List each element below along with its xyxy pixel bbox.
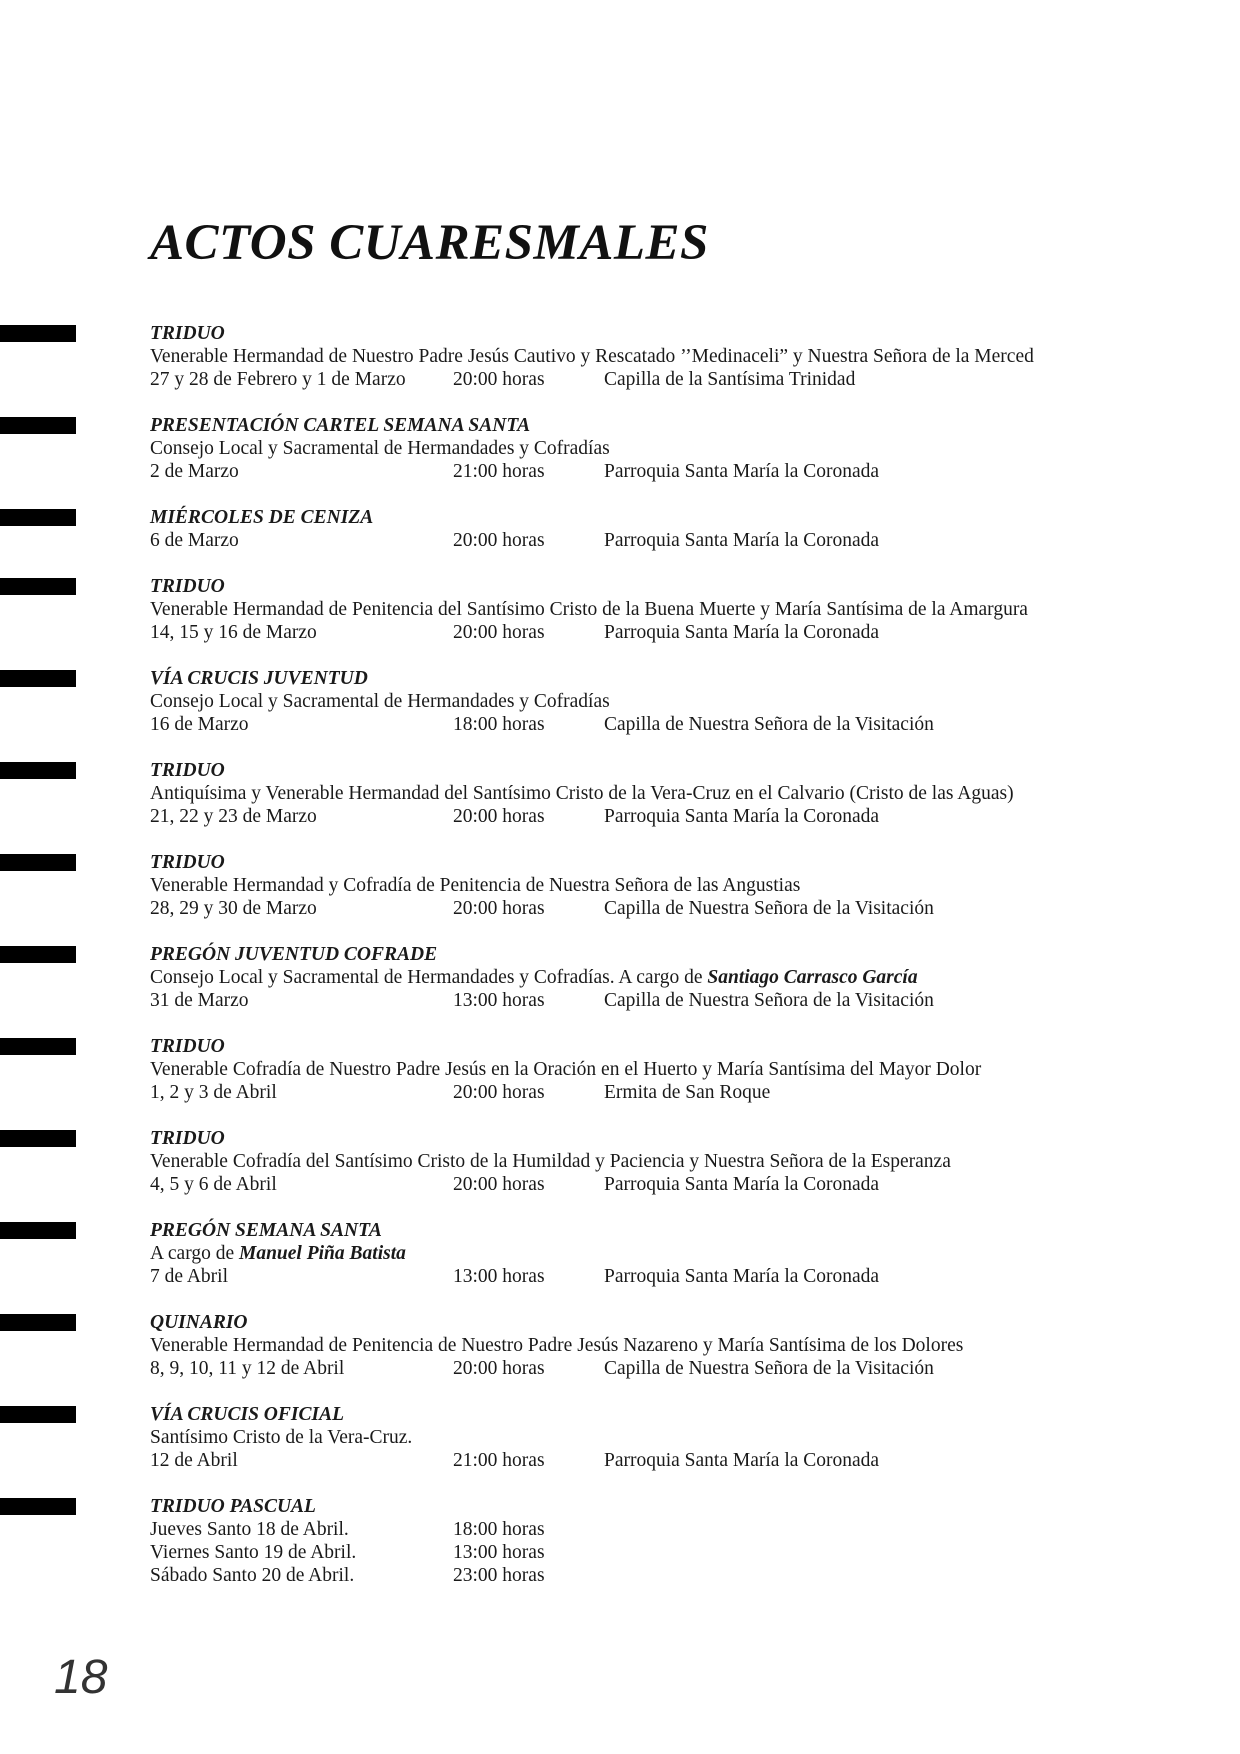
section-marker: [0, 762, 76, 779]
event-description: [150, 1242, 1210, 1265]
event-schedule: [150, 1357, 1210, 1380]
event-time: 20:00 horas: [453, 1082, 545, 1103]
event-body: [150, 1035, 1210, 1104]
event-description: Venerable Cofradía de Nuestro Padre Jesús en la Oración en el Huerto y María Santísima del Mayor Dolor: [150, 1059, 982, 1080]
event-time: 20:00 horas: [453, 1358, 545, 1379]
event-schedule: [150, 529, 1210, 552]
event-body: [150, 414, 1210, 483]
event-schedule: [150, 1081, 1210, 1104]
event-title: MIÉRCOLES DE CENIZA: [150, 507, 374, 528]
event-title: TRIDUO: [150, 760, 225, 781]
event-description: Venerable Hermandad de Nuestro Padre Jesús Cautivo y Rescatado ’’Medinaceli” y Nuestra Señora de la Merced: [150, 346, 1034, 367]
event-description-text: A cargo de: [150, 1243, 235, 1264]
event-time: 21:00 horas: [453, 1450, 545, 1471]
event-time: 18:00 horas: [453, 714, 545, 735]
event-place: Parroquia Santa María la Coronada: [604, 1266, 880, 1287]
event-date: 16 de Marzo: [150, 714, 249, 735]
event-description: Antiquísima y Venerable Hermandad del Santísimo Cristo de la Vera-Cruz en el Calvario (Cristo de las Aguas): [150, 783, 1014, 804]
page-title: ACTOS CUARESMALES: [150, 215, 709, 271]
event-schedule: [150, 1564, 1210, 1587]
event-item: [0, 1403, 1240, 1495]
event-date: 6 de Marzo: [150, 530, 239, 551]
event-date: 28, 29 y 30 de Marzo: [150, 898, 317, 919]
event-description: Venerable Hermandad de Penitencia del Santísimo Cristo de la Buena Muerte y María Santísima de la Amargura: [150, 599, 1028, 620]
event-place: Capilla de Nuestra Señora de la Visitación: [604, 990, 934, 1011]
event-body: [150, 575, 1210, 644]
event-title: PREGÓN SEMANA SANTA: [150, 1220, 382, 1241]
event-date: 8, 9, 10, 11 y 12 de Abril: [150, 1358, 345, 1379]
event-description: [150, 966, 1210, 989]
event-body: [150, 1403, 1210, 1472]
event-place: Parroquia Santa María la Coronada: [604, 530, 880, 551]
event-date: 1, 2 y 3 de Abril: [150, 1082, 277, 1103]
event-body: [150, 1495, 1210, 1587]
event-body: [150, 1311, 1210, 1380]
event-schedule: [150, 460, 1210, 483]
event-title: PREGÓN JUVENTUD COFRADE: [150, 944, 438, 965]
event-place: Parroquia Santa María la Coronada: [604, 806, 880, 827]
event-place: Parroquia Santa María la Coronada: [604, 1174, 880, 1195]
event-item: [0, 575, 1240, 667]
event-body: [150, 943, 1210, 1012]
event-schedule: [150, 1265, 1210, 1288]
event-place: Parroquia Santa María la Coronada: [604, 622, 880, 643]
event-schedule: [150, 713, 1210, 736]
section-marker: [0, 1314, 76, 1331]
event-time: 18:00 horas: [453, 1519, 545, 1540]
event-body: [150, 759, 1210, 828]
event-time: 20:00 horas: [453, 530, 545, 551]
event-body: [150, 322, 1210, 391]
event-date: 7 de Abril: [150, 1266, 228, 1287]
event-time: 20:00 horas: [453, 622, 545, 643]
section-marker: [0, 325, 76, 342]
event-body: [150, 1127, 1210, 1196]
event-schedule: [150, 897, 1210, 920]
section-marker: [0, 417, 76, 434]
event-description: Venerable Cofradía del Santísimo Cristo de la Humildad y Paciencia y Nuestra Señora de la Esperanza: [150, 1151, 951, 1172]
event-item-triduo-pascual: [0, 1495, 1240, 1605]
event-place: Parroquia Santa María la Coronada: [604, 1450, 880, 1471]
event-schedule: [150, 1449, 1210, 1472]
event-item: [0, 1035, 1240, 1127]
event-time: 23:00 horas: [453, 1565, 545, 1586]
event-description: Consejo Local y Sacramental de Hermandades y Cofradías: [150, 438, 610, 459]
event-place: Capilla de Nuestra Señora de la Visitación: [604, 1358, 934, 1379]
event-time: 13:00 horas: [453, 1266, 545, 1287]
event-schedule: [150, 621, 1210, 644]
section-marker: [0, 578, 76, 595]
event-list: [0, 322, 1240, 1605]
event-item: [0, 943, 1240, 1035]
event-item: [0, 414, 1240, 506]
event-date: 12 de Abril: [150, 1450, 238, 1471]
event-title: VÍA CRUCIS JUVENTUD: [150, 668, 368, 689]
event-time: 13:00 horas: [453, 1542, 545, 1563]
event-item: [0, 1127, 1240, 1219]
event-date: Sábado Santo 20 de Abril.: [150, 1565, 355, 1586]
event-time: 13:00 horas: [453, 990, 545, 1011]
section-marker: [0, 854, 76, 871]
event-schedule: [150, 805, 1210, 828]
section-marker: [0, 1406, 76, 1423]
event-time: 20:00 horas: [453, 806, 545, 827]
event-title: TRIDUO: [150, 323, 225, 344]
page-number: 18: [54, 1651, 108, 1704]
speaker-name: Manuel Piña Batista: [239, 1243, 406, 1264]
event-description: Venerable Hermandad y Cofradía de Penitencia de Nuestra Señora de las Angustias: [150, 875, 801, 896]
event-description-text: Consejo Local y Sacramental de Hermandades y Cofradías. A cargo de: [150, 967, 703, 988]
event-place: Capilla de Nuestra Señora de la Visitación: [604, 714, 934, 735]
event-title: VÍA CRUCIS OFICIAL: [150, 1404, 345, 1425]
event-title: TRIDUO PASCUAL: [150, 1496, 316, 1517]
event-schedule: [150, 989, 1210, 1012]
event-description: Venerable Hermandad de Penitencia de Nuestro Padre Jesús Nazareno y María Santísima de los Dolores: [150, 1335, 964, 1356]
event-date: 21, 22 y 23 de Marzo: [150, 806, 317, 827]
event-schedule: [150, 1518, 1210, 1541]
event-date: 2 de Marzo: [150, 461, 239, 482]
event-date: 4, 5 y 6 de Abril: [150, 1174, 277, 1195]
event-body: [150, 1219, 1210, 1288]
event-item: [0, 322, 1240, 414]
event-body: [150, 851, 1210, 920]
event-title: TRIDUO: [150, 1036, 225, 1057]
event-item: [0, 1311, 1240, 1403]
event-title: TRIDUO: [150, 576, 225, 597]
event-schedule: [150, 1173, 1210, 1196]
event-title: TRIDUO: [150, 1128, 225, 1149]
event-item: [0, 667, 1240, 759]
event-body: [150, 506, 1210, 552]
event-date: 31 de Marzo: [150, 990, 249, 1011]
section-marker: [0, 1038, 76, 1055]
event-time: 20:00 horas: [453, 1174, 545, 1195]
event-item: [0, 759, 1240, 851]
event-date: 27 y 28 de Febrero y 1 de Marzo: [150, 369, 406, 390]
event-place: Ermita de San Roque: [604, 1082, 771, 1103]
section-marker: [0, 946, 76, 963]
event-place: Capilla de Nuestra Señora de la Visitación: [604, 898, 934, 919]
event-time: 20:00 horas: [453, 369, 545, 390]
event-date: 14, 15 y 16 de Marzo: [150, 622, 317, 643]
section-marker: [0, 509, 76, 526]
event-schedule: [150, 368, 1210, 391]
event-description: Santísimo Cristo de la Vera-Cruz.: [150, 1427, 413, 1448]
event-item: [0, 506, 1240, 575]
section-marker: [0, 1130, 76, 1147]
section-marker: [0, 670, 76, 687]
event-description: Consejo Local y Sacramental de Hermandades y Cofradías: [150, 691, 610, 712]
event-schedule: [150, 1541, 1210, 1564]
event-item: [0, 851, 1240, 943]
event-time: 21:00 horas: [453, 461, 545, 482]
section-marker: [0, 1498, 76, 1515]
event-item: [0, 1219, 1240, 1311]
event-title: PRESENTACIÓN CARTEL SEMANA SANTA: [150, 415, 531, 436]
event-body: [150, 667, 1210, 736]
event-date: Viernes Santo 19 de Abril.: [150, 1542, 357, 1563]
event-place: Parroquia Santa María la Coronada: [604, 461, 880, 482]
event-date: Jueves Santo 18 de Abril.: [150, 1519, 349, 1540]
event-place: Capilla de la Santísima Trinidad: [604, 369, 856, 390]
section-marker: [0, 1222, 76, 1239]
speaker-name: Santiago Carrasco García: [707, 967, 918, 988]
event-time: 20:00 horas: [453, 898, 545, 919]
event-title: QUINARIO: [150, 1312, 248, 1333]
event-title: TRIDUO: [150, 852, 225, 873]
